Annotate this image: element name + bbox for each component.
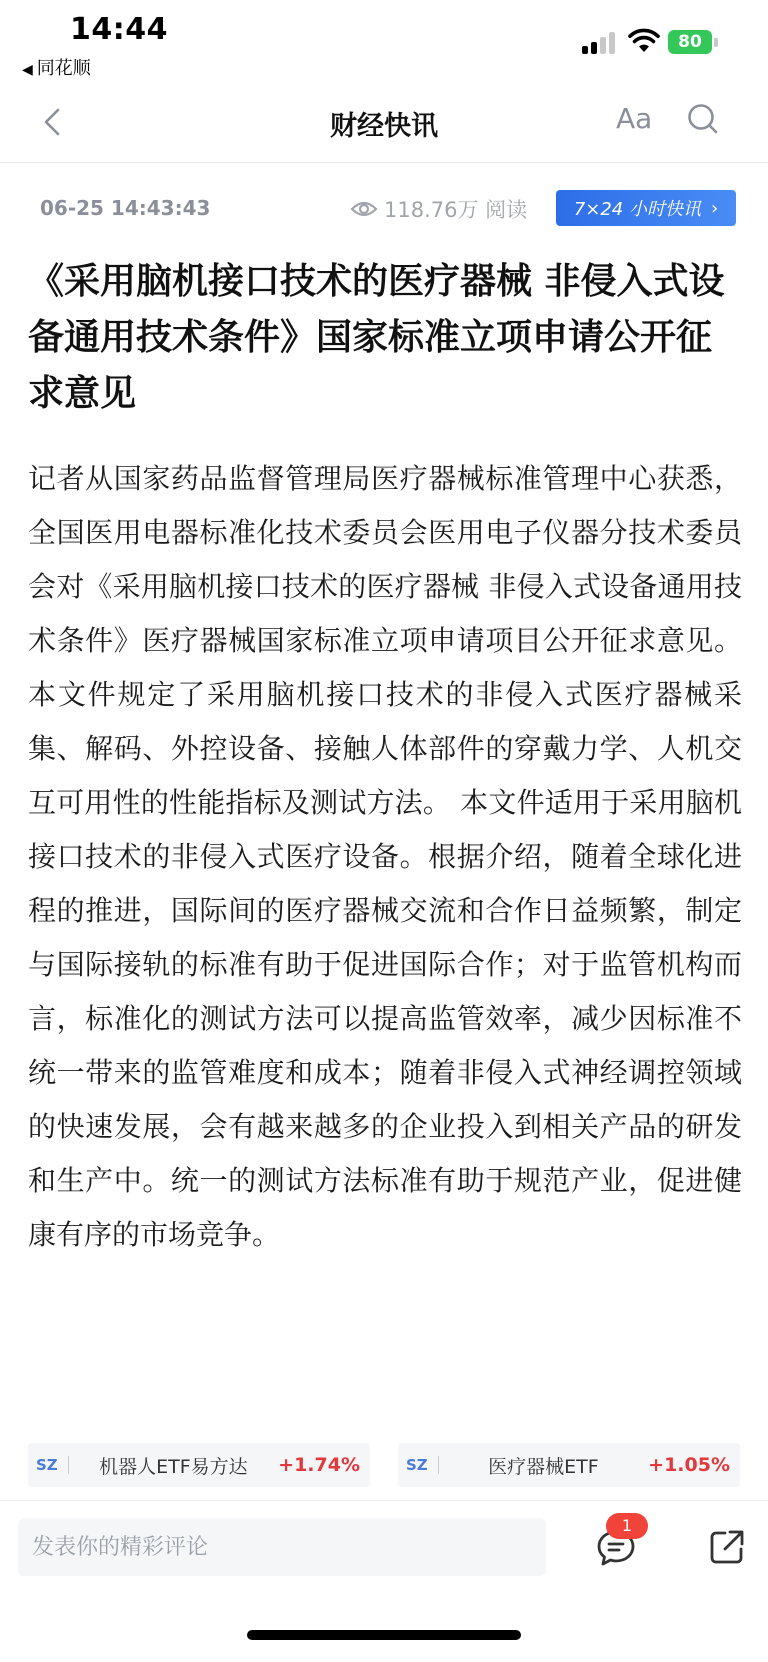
- status-time: 14:44: [70, 12, 168, 47]
- stock-chip-medical-etf[interactable]: [398, 1443, 740, 1487]
- search-icon[interactable]: [686, 102, 720, 136]
- eye-icon: [350, 199, 378, 219]
- stock-name: 机器人ETF易方达: [99, 1455, 248, 1478]
- bottom-divider: [0, 1500, 768, 1501]
- back-app-label: 同花顺: [36, 58, 91, 79]
- home-indicator: [247, 1630, 521, 1640]
- stock-change: +1.05%: [648, 1454, 730, 1476]
- comment-input[interactable]: [18, 1518, 546, 1576]
- status-bar: [0, 0, 768, 82]
- back-to-app-link[interactable]: [22, 54, 91, 80]
- article-headline: 《采用脑机接口技术的医疗器械 非侵入式设备通用技术条件》国家标准立项申请公开征求意见: [28, 261, 725, 414]
- battery-tip: [714, 38, 718, 47]
- back-triangle-icon: ◀: [22, 62, 33, 78]
- article-body: 记者从国家药品监督管理局医疗器械标准管理中心获悉，全国医用电器标准化技术委员会医用电子仪器分技术委员会对《采用脑机接口技术的医疗器械 非侵入式设备通用技术条件》医疗器械国家标准立项申请项目公开征求意见。本文件规定了采用脑机接口技术的非侵入式医疗器械采集、解码、外控设备、接触人体部件的穿戴力学、人机交互可用性的性能指标及测试方法。 本文件适用于采用脑机接口技术的非侵入式医疗设备。根据介绍，随着全球化进程的推进，国际间的医疗器械交流和合作日益频繁，制定与国际接轨的标准有助于促进国际合作；对于监管机构而言，标准化的测试方法可以提高监管效率，减少因标准不统一带来的监管难度和成本；随着非侵入式神经调控领域的快速发展，会有越来越多的企业投入到相关产品的研发和生产中。统一的测试方法标准有助于规范产业，促进健康有序的市场竞争。: [28, 462, 742, 1251]
- publish-time: 06-25 14:43:43: [40, 196, 211, 220]
- article-meta: [0, 190, 768, 230]
- market-tag: SZ: [406, 1456, 439, 1474]
- font-size-button[interactable]: Aa: [616, 102, 653, 135]
- market-tag: SZ: [36, 1456, 69, 1474]
- stock-name: 医疗器械ETF: [488, 1455, 599, 1478]
- wifi-icon: [628, 28, 660, 54]
- view-count-label: 118.76万 阅读: [384, 198, 528, 222]
- badge-label: 7×24 小时快讯: [573, 199, 701, 220]
- view-count: [350, 194, 527, 224]
- stock-chip-robot-etf[interactable]: [28, 1443, 370, 1487]
- battery-icon: 80: [668, 30, 712, 54]
- page-title: 财经快讯: [330, 111, 438, 142]
- comment-count-badge: 1: [606, 1513, 648, 1539]
- chevron-right-icon: ›: [710, 197, 719, 219]
- cellular-signal-icon: [582, 32, 618, 54]
- stock-change: +1.74%: [278, 1454, 360, 1476]
- share-icon[interactable]: [708, 1528, 746, 1566]
- news-724-badge-button[interactable]: [556, 190, 736, 226]
- nav-bar: [0, 82, 768, 163]
